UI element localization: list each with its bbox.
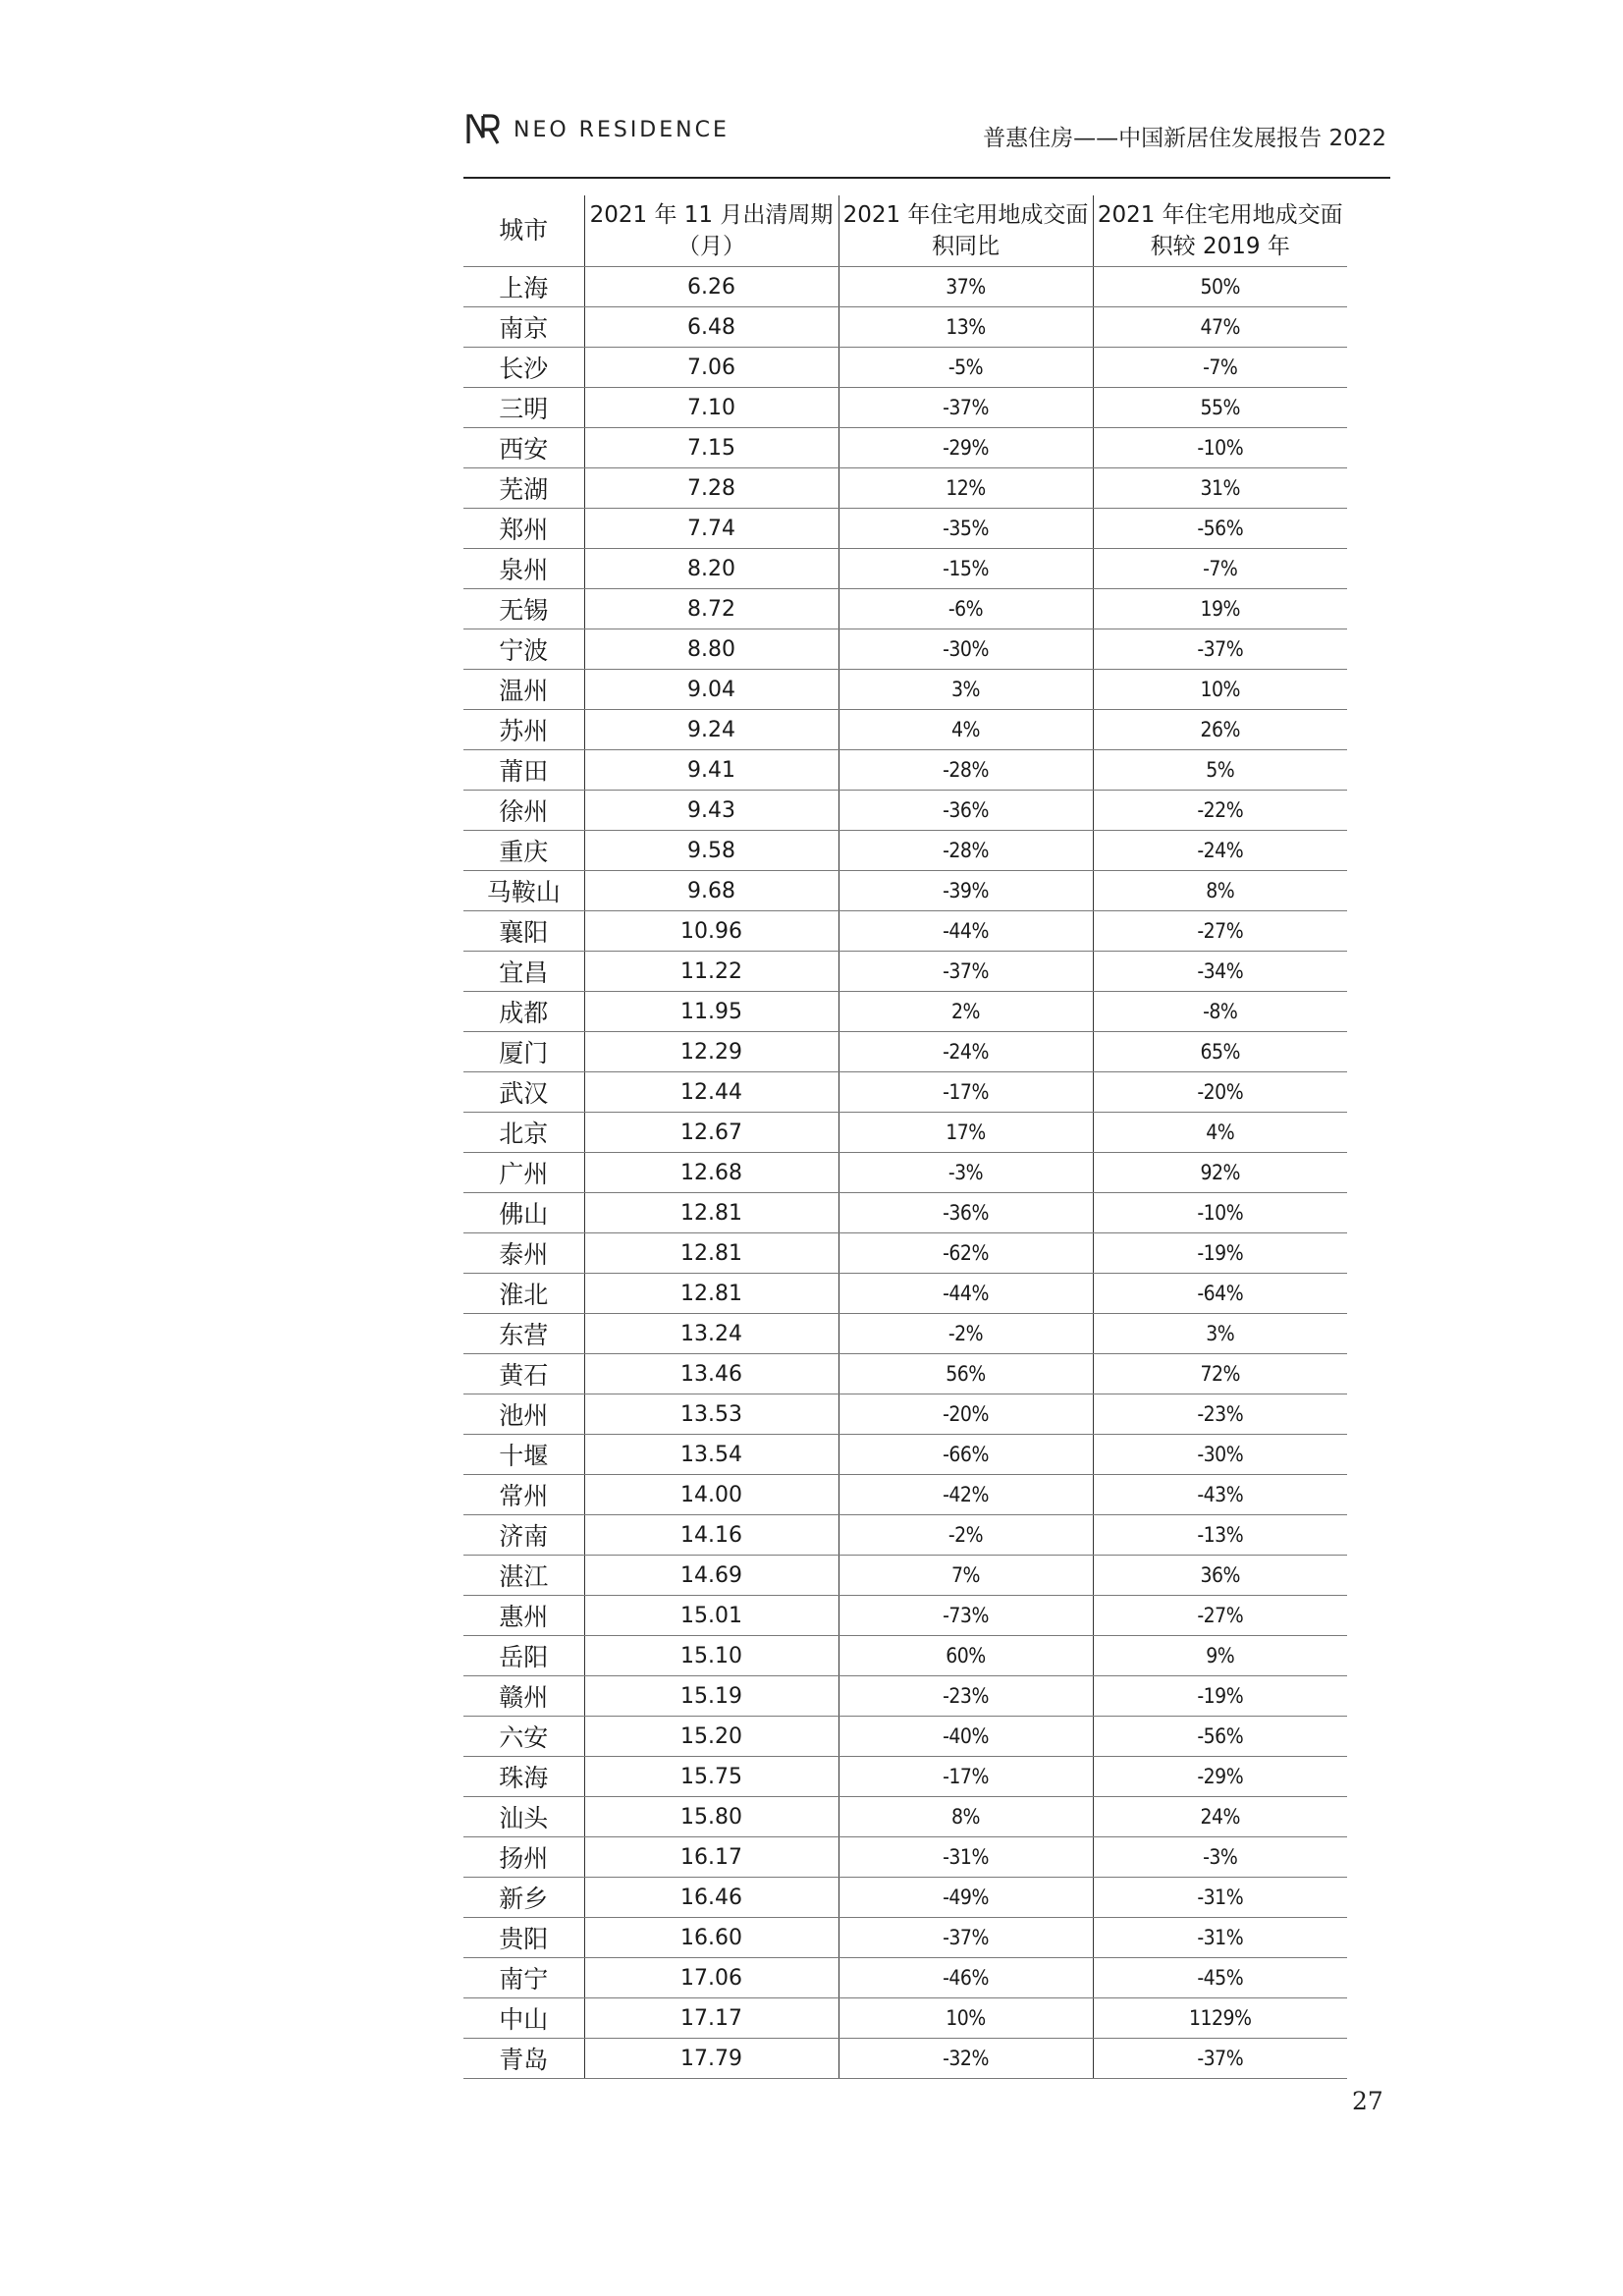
- table-row: [463, 1314, 1347, 1354]
- cell-clearance-period: 12.81: [584, 1274, 839, 1314]
- cell-vs-2019: -19%: [1093, 1233, 1347, 1274]
- cell-city: 六安: [463, 1717, 584, 1757]
- cell-yoy-change: -2%: [839, 1314, 1093, 1354]
- cell-clearance-period: 15.20: [584, 1717, 839, 1757]
- cell-city: 黄石: [463, 1354, 584, 1394]
- cell-clearance-period: 12.29: [584, 1032, 839, 1072]
- cell-clearance-period: 8.72: [584, 589, 839, 629]
- cell-vs-2019: 5%: [1093, 750, 1347, 791]
- cell-yoy-change: 17%: [839, 1113, 1093, 1153]
- cell-clearance-period: 9.58: [584, 831, 839, 871]
- table-row: [463, 1274, 1347, 1314]
- cell-clearance-period: 9.41: [584, 750, 839, 791]
- cell-yoy-change: -37%: [839, 388, 1093, 428]
- cell-clearance-period: 7.06: [584, 348, 839, 388]
- cell-yoy-change: -31%: [839, 1837, 1093, 1878]
- cell-clearance-period: 10.96: [584, 911, 839, 952]
- cell-yoy-change: -36%: [839, 791, 1093, 831]
- cell-city: 温州: [463, 670, 584, 710]
- table-row: [463, 629, 1347, 670]
- cell-clearance-period: 13.24: [584, 1314, 839, 1354]
- table-row: [463, 1998, 1347, 2039]
- table-row: [463, 1193, 1347, 1233]
- cell-clearance-period: 9.68: [584, 871, 839, 911]
- cell-yoy-change: 3%: [839, 670, 1093, 710]
- cell-vs-2019: 19%: [1093, 589, 1347, 629]
- table-row: [463, 1596, 1347, 1636]
- cell-clearance-period: 7.10: [584, 388, 839, 428]
- cell-city: 泉州: [463, 549, 584, 589]
- cell-city: 赣州: [463, 1676, 584, 1717]
- data-table-container: [463, 195, 1347, 2079]
- cell-yoy-change: -36%: [839, 1193, 1093, 1233]
- table-row: [463, 1354, 1347, 1394]
- table-row: [463, 2039, 1347, 2079]
- cell-city: 贵阳: [463, 1918, 584, 1958]
- cell-city: 西安: [463, 428, 584, 468]
- cell-city: 汕头: [463, 1797, 584, 1837]
- cell-clearance-period: 7.74: [584, 509, 839, 549]
- cell-city: 莆田: [463, 750, 584, 791]
- cell-vs-2019: 72%: [1093, 1354, 1347, 1394]
- cell-vs-2019: -20%: [1093, 1072, 1347, 1113]
- cell-vs-2019: 1129%: [1093, 1998, 1347, 2039]
- cell-city: 北京: [463, 1113, 584, 1153]
- cell-clearance-period: 17.06: [584, 1958, 839, 1998]
- cell-vs-2019: 10%: [1093, 670, 1347, 710]
- cell-clearance-period: 12.81: [584, 1193, 839, 1233]
- cell-yoy-change: -30%: [839, 629, 1093, 670]
- table-header-row: [463, 195, 1347, 267]
- cell-clearance-period: 11.22: [584, 952, 839, 992]
- cell-vs-2019: -8%: [1093, 992, 1347, 1032]
- cell-yoy-change: -20%: [839, 1394, 1093, 1435]
- table-row: [463, 1918, 1347, 1958]
- cell-clearance-period: 13.54: [584, 1435, 839, 1475]
- table-row: [463, 1958, 1347, 1998]
- cell-yoy-change: -44%: [839, 911, 1093, 952]
- cell-city: 无锡: [463, 589, 584, 629]
- cell-city: 郑州: [463, 509, 584, 549]
- cell-clearance-period: 15.19: [584, 1676, 839, 1717]
- cell-vs-2019: 47%: [1093, 307, 1347, 348]
- cell-vs-2019: -3%: [1093, 1837, 1347, 1878]
- cell-yoy-change: -29%: [839, 428, 1093, 468]
- cell-city: 佛山: [463, 1193, 584, 1233]
- cell-vs-2019: -24%: [1093, 831, 1347, 871]
- cell-yoy-change: 7%: [839, 1556, 1093, 1596]
- cell-city: 徐州: [463, 791, 584, 831]
- cell-clearance-period: 7.28: [584, 468, 839, 509]
- table-row: [463, 992, 1347, 1032]
- cell-clearance-period: 12.68: [584, 1153, 839, 1193]
- column-header-vs-2019: 2021 年住宅用地成交面积较 2019 年: [1093, 195, 1347, 267]
- cell-clearance-period: 14.69: [584, 1556, 839, 1596]
- cell-yoy-change: -5%: [839, 348, 1093, 388]
- cell-yoy-change: -6%: [839, 589, 1093, 629]
- table-row: [463, 468, 1347, 509]
- cell-vs-2019: -13%: [1093, 1515, 1347, 1556]
- cell-vs-2019: 24%: [1093, 1797, 1347, 1837]
- table-row: [463, 1153, 1347, 1193]
- table-row: [463, 1435, 1347, 1475]
- table-row: [463, 831, 1347, 871]
- cell-clearance-period: 15.75: [584, 1757, 839, 1797]
- cell-yoy-change: -46%: [839, 1958, 1093, 1998]
- cell-vs-2019: -22%: [1093, 791, 1347, 831]
- cell-city: 新乡: [463, 1878, 584, 1918]
- table-row: [463, 1676, 1347, 1717]
- cell-yoy-change: 13%: [839, 307, 1093, 348]
- cell-city: 湛江: [463, 1556, 584, 1596]
- column-header-city: 城市: [463, 195, 584, 267]
- table-body: [463, 267, 1347, 2079]
- cell-clearance-period: 9.04: [584, 670, 839, 710]
- cell-vs-2019: -29%: [1093, 1757, 1347, 1797]
- cell-yoy-change: -73%: [839, 1596, 1093, 1636]
- cell-city: 长沙: [463, 348, 584, 388]
- cell-vs-2019: -27%: [1093, 1596, 1347, 1636]
- cell-yoy-change: -28%: [839, 831, 1093, 871]
- cell-city: 青岛: [463, 2039, 584, 2079]
- table-row: [463, 589, 1347, 629]
- table-row: [463, 1717, 1347, 1757]
- cell-clearance-period: 15.80: [584, 1797, 839, 1837]
- report-title: 普惠住房——中国新居住发展报告 2022: [983, 126, 1386, 151]
- cell-clearance-period: 13.46: [584, 1354, 839, 1394]
- cell-clearance-period: 15.10: [584, 1636, 839, 1676]
- cell-clearance-period: 14.00: [584, 1475, 839, 1515]
- table-row: [463, 348, 1347, 388]
- cell-city: 东营: [463, 1314, 584, 1354]
- cell-yoy-change: 8%: [839, 1797, 1093, 1837]
- brand-name: NEO RESIDENCE: [514, 117, 730, 142]
- cell-vs-2019: -56%: [1093, 1717, 1347, 1757]
- table-row: [463, 1515, 1347, 1556]
- table-row: [463, 307, 1347, 348]
- cell-vs-2019: -23%: [1093, 1394, 1347, 1435]
- column-header-yoy-change: 2021 年住宅用地成交面积同比: [839, 195, 1093, 267]
- cell-city: 芜湖: [463, 468, 584, 509]
- table-row: [463, 509, 1347, 549]
- cell-city: 珠海: [463, 1757, 584, 1797]
- cell-city: 广州: [463, 1153, 584, 1193]
- table-row: [463, 1556, 1347, 1596]
- cell-clearance-period: 15.01: [584, 1596, 839, 1636]
- column-header-clearance-period: 2021 年 11 月出清周期（月）: [584, 195, 839, 267]
- cell-vs-2019: -43%: [1093, 1475, 1347, 1515]
- cell-clearance-period: 9.43: [584, 791, 839, 831]
- cell-city: 惠州: [463, 1596, 584, 1636]
- table-row: [463, 1233, 1347, 1274]
- cell-clearance-period: 12.81: [584, 1233, 839, 1274]
- cell-yoy-change: -3%: [839, 1153, 1093, 1193]
- cell-vs-2019: -37%: [1093, 629, 1347, 670]
- cell-vs-2019: 31%: [1093, 468, 1347, 509]
- cell-vs-2019: -31%: [1093, 1918, 1347, 1958]
- table-row: [463, 670, 1347, 710]
- table-row: [463, 1878, 1347, 1918]
- cell-clearance-period: 16.46: [584, 1878, 839, 1918]
- cell-yoy-change: -15%: [839, 549, 1093, 589]
- cell-vs-2019: -45%: [1093, 1958, 1347, 1998]
- cell-city: 中山: [463, 1998, 584, 2039]
- cell-city: 上海: [463, 267, 584, 307]
- cell-yoy-change: 12%: [839, 468, 1093, 509]
- cell-clearance-period: 16.60: [584, 1918, 839, 1958]
- cell-city: 南京: [463, 307, 584, 348]
- cell-vs-2019: -10%: [1093, 1193, 1347, 1233]
- cell-yoy-change: -49%: [839, 1878, 1093, 1918]
- table-row: [463, 750, 1347, 791]
- cell-city: 济南: [463, 1515, 584, 1556]
- cell-yoy-change: 4%: [839, 710, 1093, 750]
- cell-yoy-change: -32%: [839, 2039, 1093, 2079]
- table-row: [463, 791, 1347, 831]
- cell-city: 岳阳: [463, 1636, 584, 1676]
- table-row: [463, 549, 1347, 589]
- cell-vs-2019: 92%: [1093, 1153, 1347, 1193]
- table-row: [463, 1797, 1347, 1837]
- cell-yoy-change: 37%: [839, 267, 1093, 307]
- cell-clearance-period: 14.16: [584, 1515, 839, 1556]
- cell-vs-2019: 8%: [1093, 871, 1347, 911]
- cell-city: 成都: [463, 992, 584, 1032]
- cell-city: 马鞍山: [463, 871, 584, 911]
- cell-vs-2019: -7%: [1093, 549, 1347, 589]
- cell-city: 宜昌: [463, 952, 584, 992]
- cell-clearance-period: 17.79: [584, 2039, 839, 2079]
- cell-yoy-change: -62%: [839, 1233, 1093, 1274]
- cell-vs-2019: -64%: [1093, 1274, 1347, 1314]
- cell-yoy-change: -23%: [839, 1676, 1093, 1717]
- cell-clearance-period: 7.15: [584, 428, 839, 468]
- table-row: [463, 1072, 1347, 1113]
- cell-yoy-change: -17%: [839, 1072, 1093, 1113]
- cell-clearance-period: 12.67: [584, 1113, 839, 1153]
- cell-clearance-period: 6.26: [584, 267, 839, 307]
- cell-yoy-change: -66%: [839, 1435, 1093, 1475]
- cell-yoy-change: 56%: [839, 1354, 1093, 1394]
- cell-city: 厦门: [463, 1032, 584, 1072]
- cell-city: 十堰: [463, 1435, 584, 1475]
- cell-yoy-change: -35%: [839, 509, 1093, 549]
- cell-vs-2019: 55%: [1093, 388, 1347, 428]
- cell-vs-2019: -19%: [1093, 1676, 1347, 1717]
- brand-logo: [466, 114, 730, 145]
- cell-yoy-change: -37%: [839, 1918, 1093, 1958]
- nr-logo-icon: [466, 114, 500, 145]
- cell-vs-2019: -27%: [1093, 911, 1347, 952]
- cell-vs-2019: 26%: [1093, 710, 1347, 750]
- cell-vs-2019: 50%: [1093, 267, 1347, 307]
- cell-yoy-change: -37%: [839, 952, 1093, 992]
- cell-city: 泰州: [463, 1233, 584, 1274]
- cell-city: 扬州: [463, 1837, 584, 1878]
- cell-clearance-period: 6.48: [584, 307, 839, 348]
- table-row: [463, 428, 1347, 468]
- cell-yoy-change: 60%: [839, 1636, 1093, 1676]
- cell-city: 淮北: [463, 1274, 584, 1314]
- cell-vs-2019: -31%: [1093, 1878, 1347, 1918]
- table-row: [463, 1113, 1347, 1153]
- cell-clearance-period: 12.44: [584, 1072, 839, 1113]
- cell-yoy-change: 10%: [839, 1998, 1093, 2039]
- cell-city: 三明: [463, 388, 584, 428]
- cell-city: 襄阳: [463, 911, 584, 952]
- cell-city: 宁波: [463, 629, 584, 670]
- page-number: 27: [1352, 2087, 1383, 2115]
- table-row: [463, 1475, 1347, 1515]
- cell-yoy-change: -24%: [839, 1032, 1093, 1072]
- cell-city: 苏州: [463, 710, 584, 750]
- cell-clearance-period: 11.95: [584, 992, 839, 1032]
- cell-vs-2019: 4%: [1093, 1113, 1347, 1153]
- cell-clearance-period: 9.24: [584, 710, 839, 750]
- cell-yoy-change: -42%: [839, 1475, 1093, 1515]
- table-row: [463, 710, 1347, 750]
- cell-vs-2019: 36%: [1093, 1556, 1347, 1596]
- cell-vs-2019: -37%: [1093, 2039, 1347, 2079]
- cell-clearance-period: 13.53: [584, 1394, 839, 1435]
- table-row: [463, 911, 1347, 952]
- table-row: [463, 1757, 1347, 1797]
- table-row: [463, 267, 1347, 307]
- cell-yoy-change: -39%: [839, 871, 1093, 911]
- cell-yoy-change: -17%: [839, 1757, 1093, 1797]
- cell-vs-2019: -34%: [1093, 952, 1347, 992]
- page-header: [463, 108, 1390, 179]
- table-row: [463, 1636, 1347, 1676]
- cell-clearance-period: 17.17: [584, 1998, 839, 2039]
- cell-vs-2019: 65%: [1093, 1032, 1347, 1072]
- cell-clearance-period: 8.80: [584, 629, 839, 670]
- cell-vs-2019: -30%: [1093, 1435, 1347, 1475]
- city-land-table: [463, 195, 1347, 2079]
- cell-yoy-change: 2%: [839, 992, 1093, 1032]
- cell-city: 池州: [463, 1394, 584, 1435]
- cell-yoy-change: -44%: [839, 1274, 1093, 1314]
- cell-yoy-change: -40%: [839, 1717, 1093, 1757]
- table-row: [463, 388, 1347, 428]
- cell-clearance-period: 16.17: [584, 1837, 839, 1878]
- table-row: [463, 1394, 1347, 1435]
- cell-city: 南宁: [463, 1958, 584, 1998]
- cell-clearance-period: 8.20: [584, 549, 839, 589]
- cell-yoy-change: -28%: [839, 750, 1093, 791]
- cell-yoy-change: -2%: [839, 1515, 1093, 1556]
- table-row: [463, 871, 1347, 911]
- cell-vs-2019: 9%: [1093, 1636, 1347, 1676]
- table-row: [463, 1837, 1347, 1878]
- table-row: [463, 1032, 1347, 1072]
- table-row: [463, 952, 1347, 992]
- cell-vs-2019: 3%: [1093, 1314, 1347, 1354]
- cell-city: 常州: [463, 1475, 584, 1515]
- cell-city: 重庆: [463, 831, 584, 871]
- cell-vs-2019: -7%: [1093, 348, 1347, 388]
- cell-vs-2019: -56%: [1093, 509, 1347, 549]
- cell-city: 武汉: [463, 1072, 584, 1113]
- cell-vs-2019: -10%: [1093, 428, 1347, 468]
